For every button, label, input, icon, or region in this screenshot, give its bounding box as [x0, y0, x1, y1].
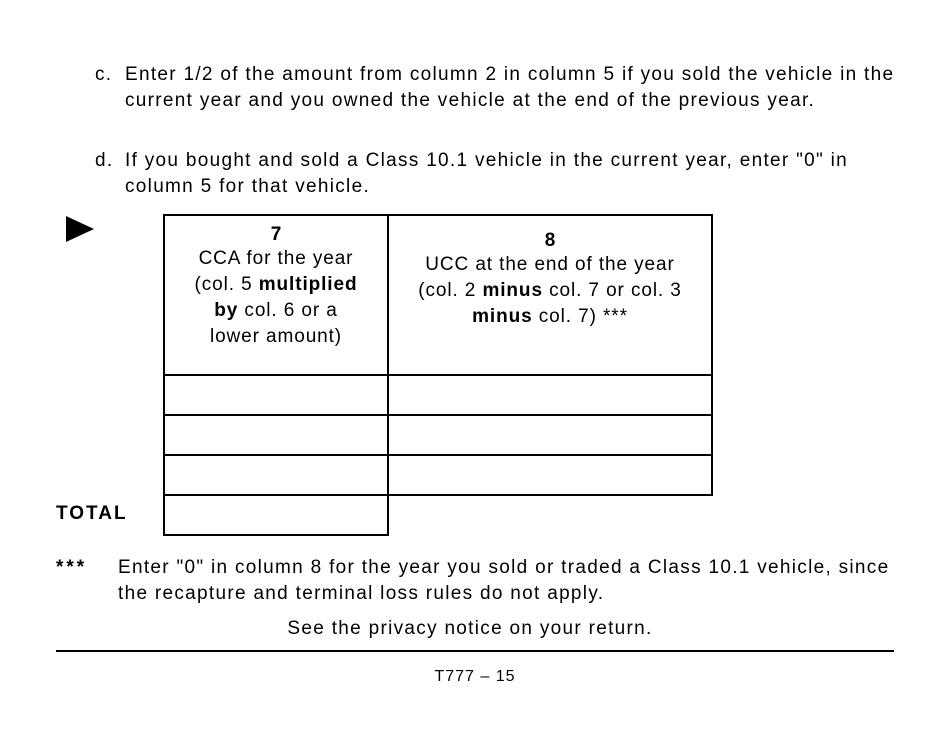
instruction-letter: c.	[95, 64, 113, 85]
column-8-description	[389, 252, 711, 330]
privacy-notice: See the privacy notice on your return.	[287, 618, 653, 639]
column-number: 8	[544, 230, 556, 251]
arrow-right-icon	[66, 216, 94, 242]
footnote	[56, 555, 896, 607]
page-number: T777 – 15	[434, 668, 516, 685]
footnote-text: Enter "0" in column 8 for the year you sold or traded a Class 10.1 vehicle, since the recapture and terminal loss rules do not apply.	[118, 557, 890, 604]
column-7-description	[165, 246, 387, 350]
empty-cell	[388, 495, 712, 535]
header-line: by col. 6 or a	[214, 300, 338, 321]
table-row	[164, 455, 712, 495]
instruction-c	[95, 62, 895, 114]
total-label: TOTAL	[56, 503, 128, 524]
header-line: (col. 5 multiplied	[194, 274, 358, 295]
footnote-marker: ***	[56, 557, 88, 578]
col-8-input-cell[interactable]	[388, 415, 712, 455]
instruction-d	[95, 148, 895, 200]
col-7-input-cell[interactable]	[164, 375, 388, 415]
total-row	[164, 495, 712, 535]
header-line: (col. 2 minus col. 7 or col. 3	[418, 280, 682, 301]
col-7-total-cell[interactable]	[164, 495, 388, 535]
divider	[56, 650, 894, 652]
instruction-text: If you bought and sold a Class 10.1 vehicle in the current year, enter "0" in column 5 for that vehicle.	[125, 150, 849, 197]
header-line: UCC at the end of the year	[425, 254, 675, 275]
column-7-header	[164, 215, 388, 375]
col-8-input-cell[interactable]	[388, 455, 712, 495]
col-7-input-cell[interactable]	[164, 415, 388, 455]
header-line: CCA for the year	[198, 248, 354, 269]
column-number: 7	[270, 224, 282, 245]
table-row	[164, 415, 712, 455]
table-header-row	[164, 215, 712, 375]
column-8-header	[388, 215, 712, 375]
col-8-input-cell[interactable]	[388, 375, 712, 415]
table-row	[164, 375, 712, 415]
col-7-input-cell[interactable]	[164, 455, 388, 495]
instruction-letter: d.	[95, 150, 114, 171]
header-line: lower amount)	[209, 326, 343, 347]
cca-table	[163, 214, 713, 536]
header-line: minus col. 7) ***	[472, 306, 628, 327]
instruction-text: Enter 1/2 of the amount from column 2 in column 5 if you sold the vehicle in the current year and you owned the vehicle at the end of the previous year.	[125, 64, 895, 111]
